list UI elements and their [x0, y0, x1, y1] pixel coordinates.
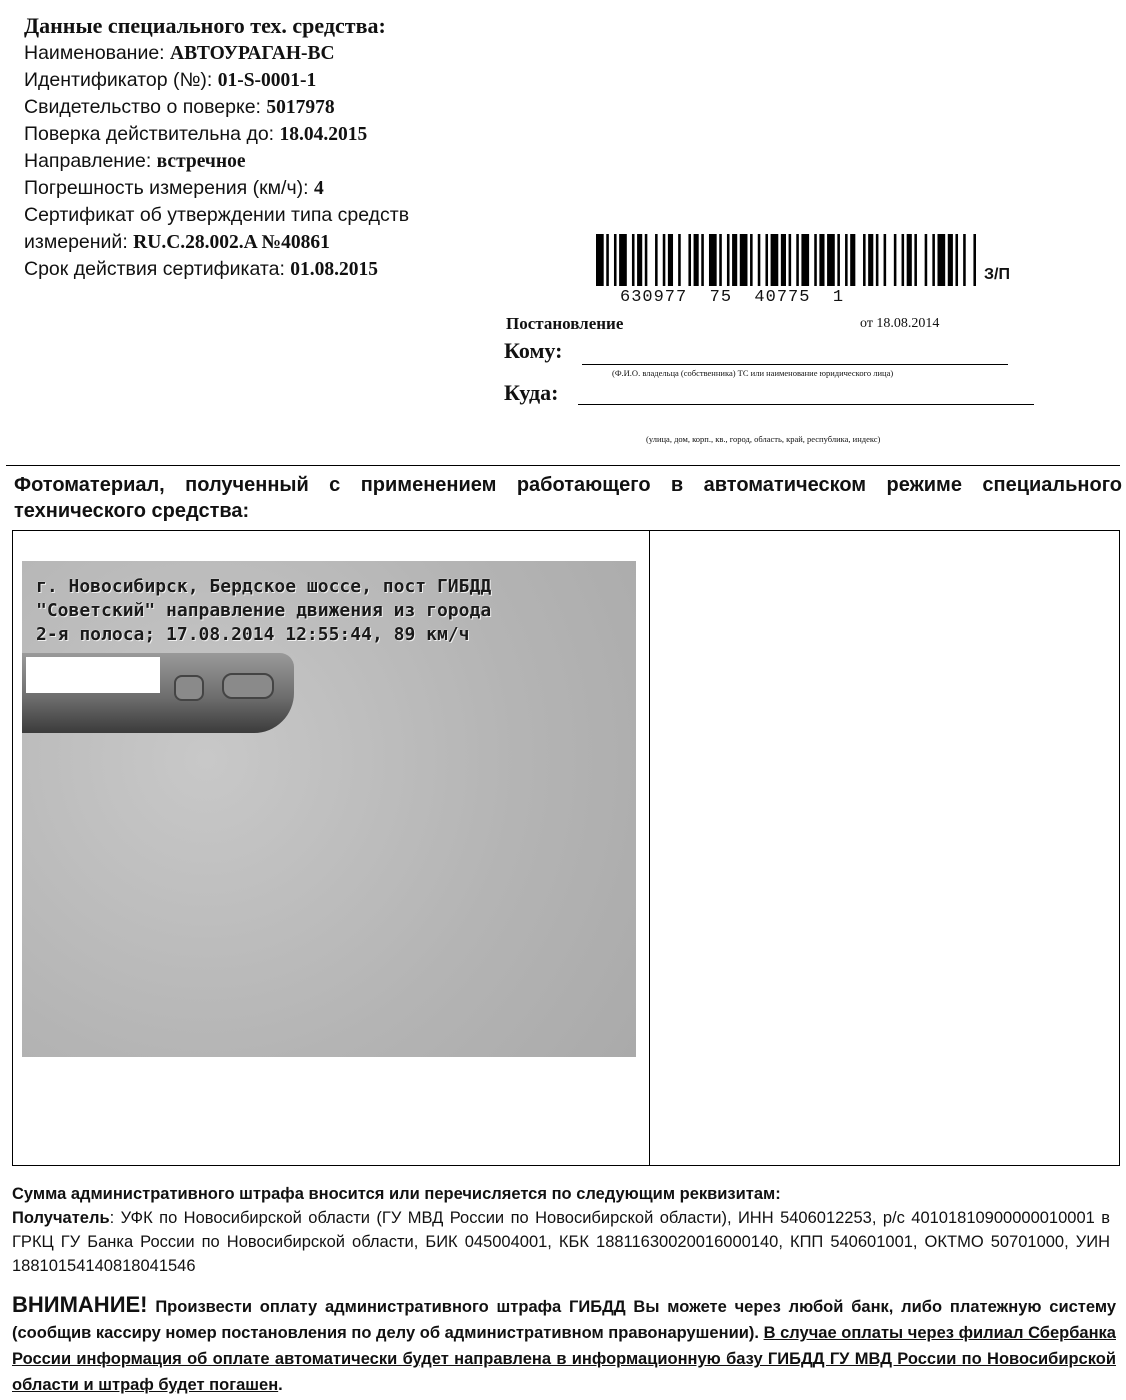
barcode-bar: [750, 234, 753, 286]
barcode-bar: [789, 234, 792, 286]
barcode-bar: [765, 234, 768, 286]
device-row-verification-cert: Свидетельство о поверке: 5017978: [24, 96, 335, 118]
device-id-value: 01-S-0001-1: [217, 70, 317, 91]
decree-label: Постановление: [506, 314, 624, 333]
barcode-bar: [727, 234, 730, 286]
barcode-bar: [876, 234, 879, 286]
barcode: [596, 234, 976, 286]
device-row-error: Погрешность измерения (км/ч): 4: [24, 177, 324, 199]
device-heading: Данные специального тех. средства:: [24, 13, 386, 38]
device-row-id: Идентификатор (№): 01-S-0001-1: [24, 69, 317, 91]
verification-cert-value: 5017978: [266, 97, 335, 118]
photo-section-heading: Фотоматериал, полученный с применением работающего в автоматическом режиме специального технического средства:: [14, 474, 1122, 522]
barcode-bar: [955, 234, 958, 286]
barcode-bar: [606, 234, 609, 286]
barcode-bar: [973, 234, 976, 286]
barcode-bar: [907, 234, 912, 286]
barcode-bar: [771, 234, 779, 286]
barcode-bar: [645, 234, 648, 286]
recipient-label: Получатель: [12, 1209, 110, 1227]
to-hint: (Ф.И.О. владельца (собственника) ТС или наименование юридического лица): [612, 368, 894, 378]
verification-valid-value: 18.04.2015: [279, 124, 368, 145]
warning-end: .: [278, 1376, 283, 1394]
barcode-number: 630977 75 40775 1: [620, 288, 845, 307]
device-row-direction: Направление: встречное: [24, 150, 246, 172]
barcode-bar: [925, 234, 928, 286]
car-fog-light-left: [174, 675, 204, 701]
to-field-line: [582, 364, 1008, 365]
plate-redaction: [26, 657, 160, 693]
barcode-bar: [884, 234, 887, 286]
barcode-bar: [619, 234, 627, 286]
barcode-bar: [963, 234, 966, 286]
barcode-bar: [637, 234, 642, 286]
device-row-type-cert-label: Сертификат об утверждении типа средств: [24, 204, 410, 226]
car-fog-light-right: [222, 673, 274, 699]
barcode-bar: [668, 234, 673, 286]
warning-block: [12, 1292, 1116, 1398]
barcode-bar: [694, 234, 699, 286]
where-hint: (улица, дом, корп., кв., город, область, край, республика, индекс): [646, 434, 881, 444]
barcode-bar: [894, 234, 897, 286]
recipient-details: : УФК по Новосибирской области (ГУ МВД России по Новосибирской области), ИНН 5406012253, р/с 40101810900000010001 в ГРКЦ ГУ Банка России по Новосибирской области, БИК 045004001, КБК 18811630020016000140, КПП 540601001, ОКТМО 50701000, УИН 18810154140818041546: [12, 1209, 1110, 1275]
device-row-verification-valid: Поверка действительна до: 18.04.2015: [24, 123, 368, 145]
barcode-bar: [632, 234, 635, 286]
device-name-value: АВТОУРАГАН-ВС: [170, 43, 335, 64]
zp-label: З/П: [984, 266, 1010, 283]
payment-title: Сумма административного штрафа вносится или перечисляется по следующим реквизитам:: [12, 1185, 781, 1203]
warning-lead: ВНИМАНИЕ!: [12, 1292, 148, 1317]
barcode-bar: [655, 234, 658, 286]
barcode-bar: [850, 234, 855, 286]
barcode-bar: [709, 234, 717, 286]
barcode-bar: [863, 234, 866, 286]
barcode-bar: [719, 234, 722, 286]
barcode-bar: [740, 234, 748, 286]
barcode-bar: [814, 234, 817, 286]
error-value: 4: [313, 178, 324, 199]
device-row-name: Наименование: АВТОУРАГАН-ВС: [24, 42, 335, 64]
barcode-bar: [868, 234, 873, 286]
decree-date: от 18.08.2014: [860, 316, 940, 331]
to-label: Кому:: [504, 338, 563, 363]
device-row-type-cert: измерений: RU.C.28.002.A №40861: [24, 231, 330, 253]
barcode-bar: [614, 234, 617, 286]
barcode-bar: [819, 234, 824, 286]
barcode-bar: [796, 234, 799, 286]
barcode-bar: [801, 234, 809, 286]
barcode-bar: [827, 234, 835, 286]
barcode-bar: [845, 234, 848, 286]
direction-value: встречное: [156, 151, 246, 172]
barcode-bar: [678, 234, 681, 286]
barcode-bar: [688, 234, 691, 286]
cert-expiry-value: 01.08.2015: [290, 259, 379, 280]
photo-overlay-text: [36, 575, 491, 647]
photo-frame-right: [650, 530, 1120, 1166]
barcode-bar: [837, 234, 840, 286]
overlay-line-2: "Советский" направление движения из города: [36, 600, 492, 621]
overlay-line-1: г. Новосибирск, Бердское шоссе, пост ГИБДД: [36, 576, 492, 597]
where-label: Куда:: [504, 380, 559, 405]
barcode-bar: [663, 234, 666, 286]
overlay-line-3: 2-я полоса; 17.08.2014 12:55:44, 89 км/ч: [36, 624, 470, 645]
barcode-bar: [937, 234, 945, 286]
barcode-bar: [948, 234, 953, 286]
device-info-block: [24, 12, 584, 283]
warning-underlined: В случае оплаты через филиал Сбербанка России информация об оплате автоматически будет направлена в информационную базу ГИБДД ГУ МВД России по Новосибирской области и штраф будет погашен: [12, 1324, 1116, 1394]
section-divider: [6, 465, 1120, 466]
payment-details: [12, 1182, 1110, 1278]
warning-text: Произвести оплату административного штрафа ГИБДД Вы можете через любой банк, либо платежную систему (сообщив кассиру номер постановления по делу об административном правонарушении).: [12, 1298, 1116, 1342]
barcode-bar: [596, 234, 604, 286]
device-row-cert-expiry: Срок действия сертификата: 01.08.2015: [24, 258, 379, 280]
barcode-bar: [732, 234, 737, 286]
barcode-bar: [902, 234, 905, 286]
payment-body: [12, 1206, 1110, 1278]
barcode-bar: [701, 234, 704, 286]
barcode-bar: [758, 234, 761, 286]
where-field-line: [578, 404, 1034, 405]
violation-photo: [22, 561, 636, 1057]
barcode-bar: [781, 234, 786, 286]
barcode-bar: [914, 234, 917, 286]
type-cert-value: RU.C.28.002.A №40861: [133, 232, 330, 253]
barcode-bar: [932, 234, 935, 286]
